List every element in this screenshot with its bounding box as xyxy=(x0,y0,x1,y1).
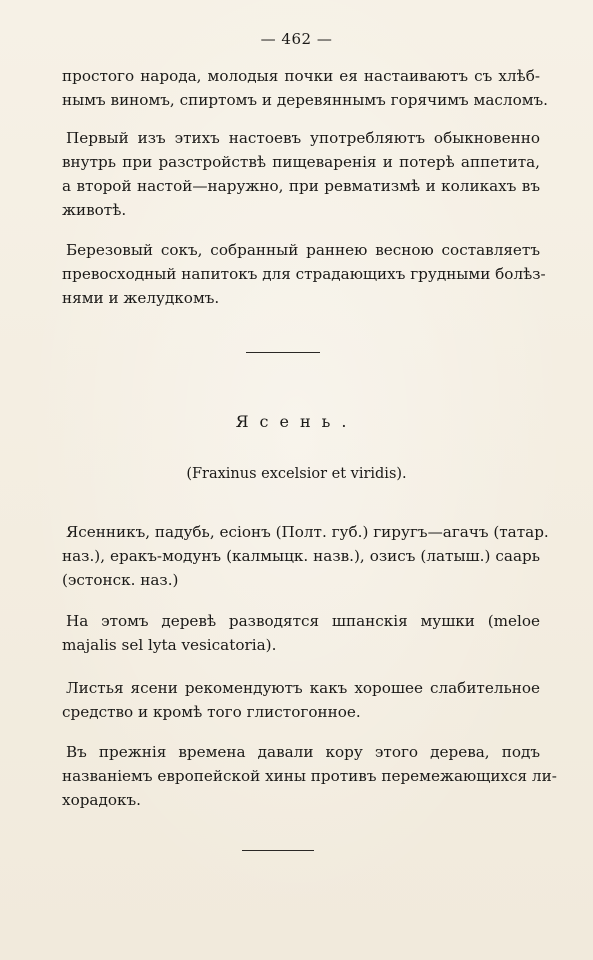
text-line: превосходный напитокъ для страдающихъ грудными болѣз- xyxy=(62,265,546,283)
text-line: Березовый сокъ, собранный раннею весною составляетъ xyxy=(66,241,540,259)
text-line: Въ прежнія времена давали кору этого дерева, подъ xyxy=(66,743,540,761)
paragraph-7 xyxy=(62,740,557,812)
text-line: наз.), еракъ-модунъ (калмыцк. назв.), озисъ (латыш.) саарь xyxy=(62,547,540,565)
paragraph-6 xyxy=(62,676,540,724)
text-line: названіемъ европейской хины противъ перемежающихся ли- xyxy=(62,767,557,785)
text-line: Первый изъ этихъ настоевъ употребляютъ обыкновенно xyxy=(66,129,540,147)
text-line: средство и кромѣ того глистогонное. xyxy=(62,703,361,721)
paragraph-5 xyxy=(62,609,540,657)
text-line: простого народа, молодыя почки ея настаиваютъ съ хлѣб- xyxy=(62,67,540,85)
text-line: хорадокъ. xyxy=(62,791,141,809)
paragraph-2 xyxy=(62,126,540,222)
text-line: а второй настой—наружно, при ревматизмѣ и коликахъ въ xyxy=(62,177,540,195)
paragraph-1 xyxy=(62,64,549,112)
text-line: нями и желудкомъ. xyxy=(62,289,220,307)
text-line: majalis sel lyta vesicatoria). xyxy=(62,636,277,654)
section-heading: Ясень. xyxy=(235,412,358,431)
text-line: Листья ясени рекомендуютъ какъ хорошее слабительное xyxy=(66,679,540,697)
text-line: (эстонск. наз.) xyxy=(62,571,179,589)
page-number: — 462 — xyxy=(260,30,333,48)
text-line: На этомъ деревѣ разводятся шпанскія мушки (meloe xyxy=(66,612,540,630)
end-divider xyxy=(242,850,314,851)
latin-name: (Fraxinus excelsior et viridis). xyxy=(186,466,407,482)
section-divider xyxy=(246,352,320,353)
paragraph-3 xyxy=(62,238,546,310)
text-line: Ясенникъ, падубь, есіонъ (Полт. губ.) гиругъ—агачъ (татар. xyxy=(66,523,549,541)
paragraph-4 xyxy=(62,520,549,592)
text-line: нымъ виномъ, спиртомъ и деревяннымъ горячимъ масломъ. xyxy=(62,91,549,109)
text-line: внутрь при разстройствѣ пищеваренія и потерѣ аппетита, xyxy=(62,153,540,171)
text-line: животѣ. xyxy=(62,201,127,219)
